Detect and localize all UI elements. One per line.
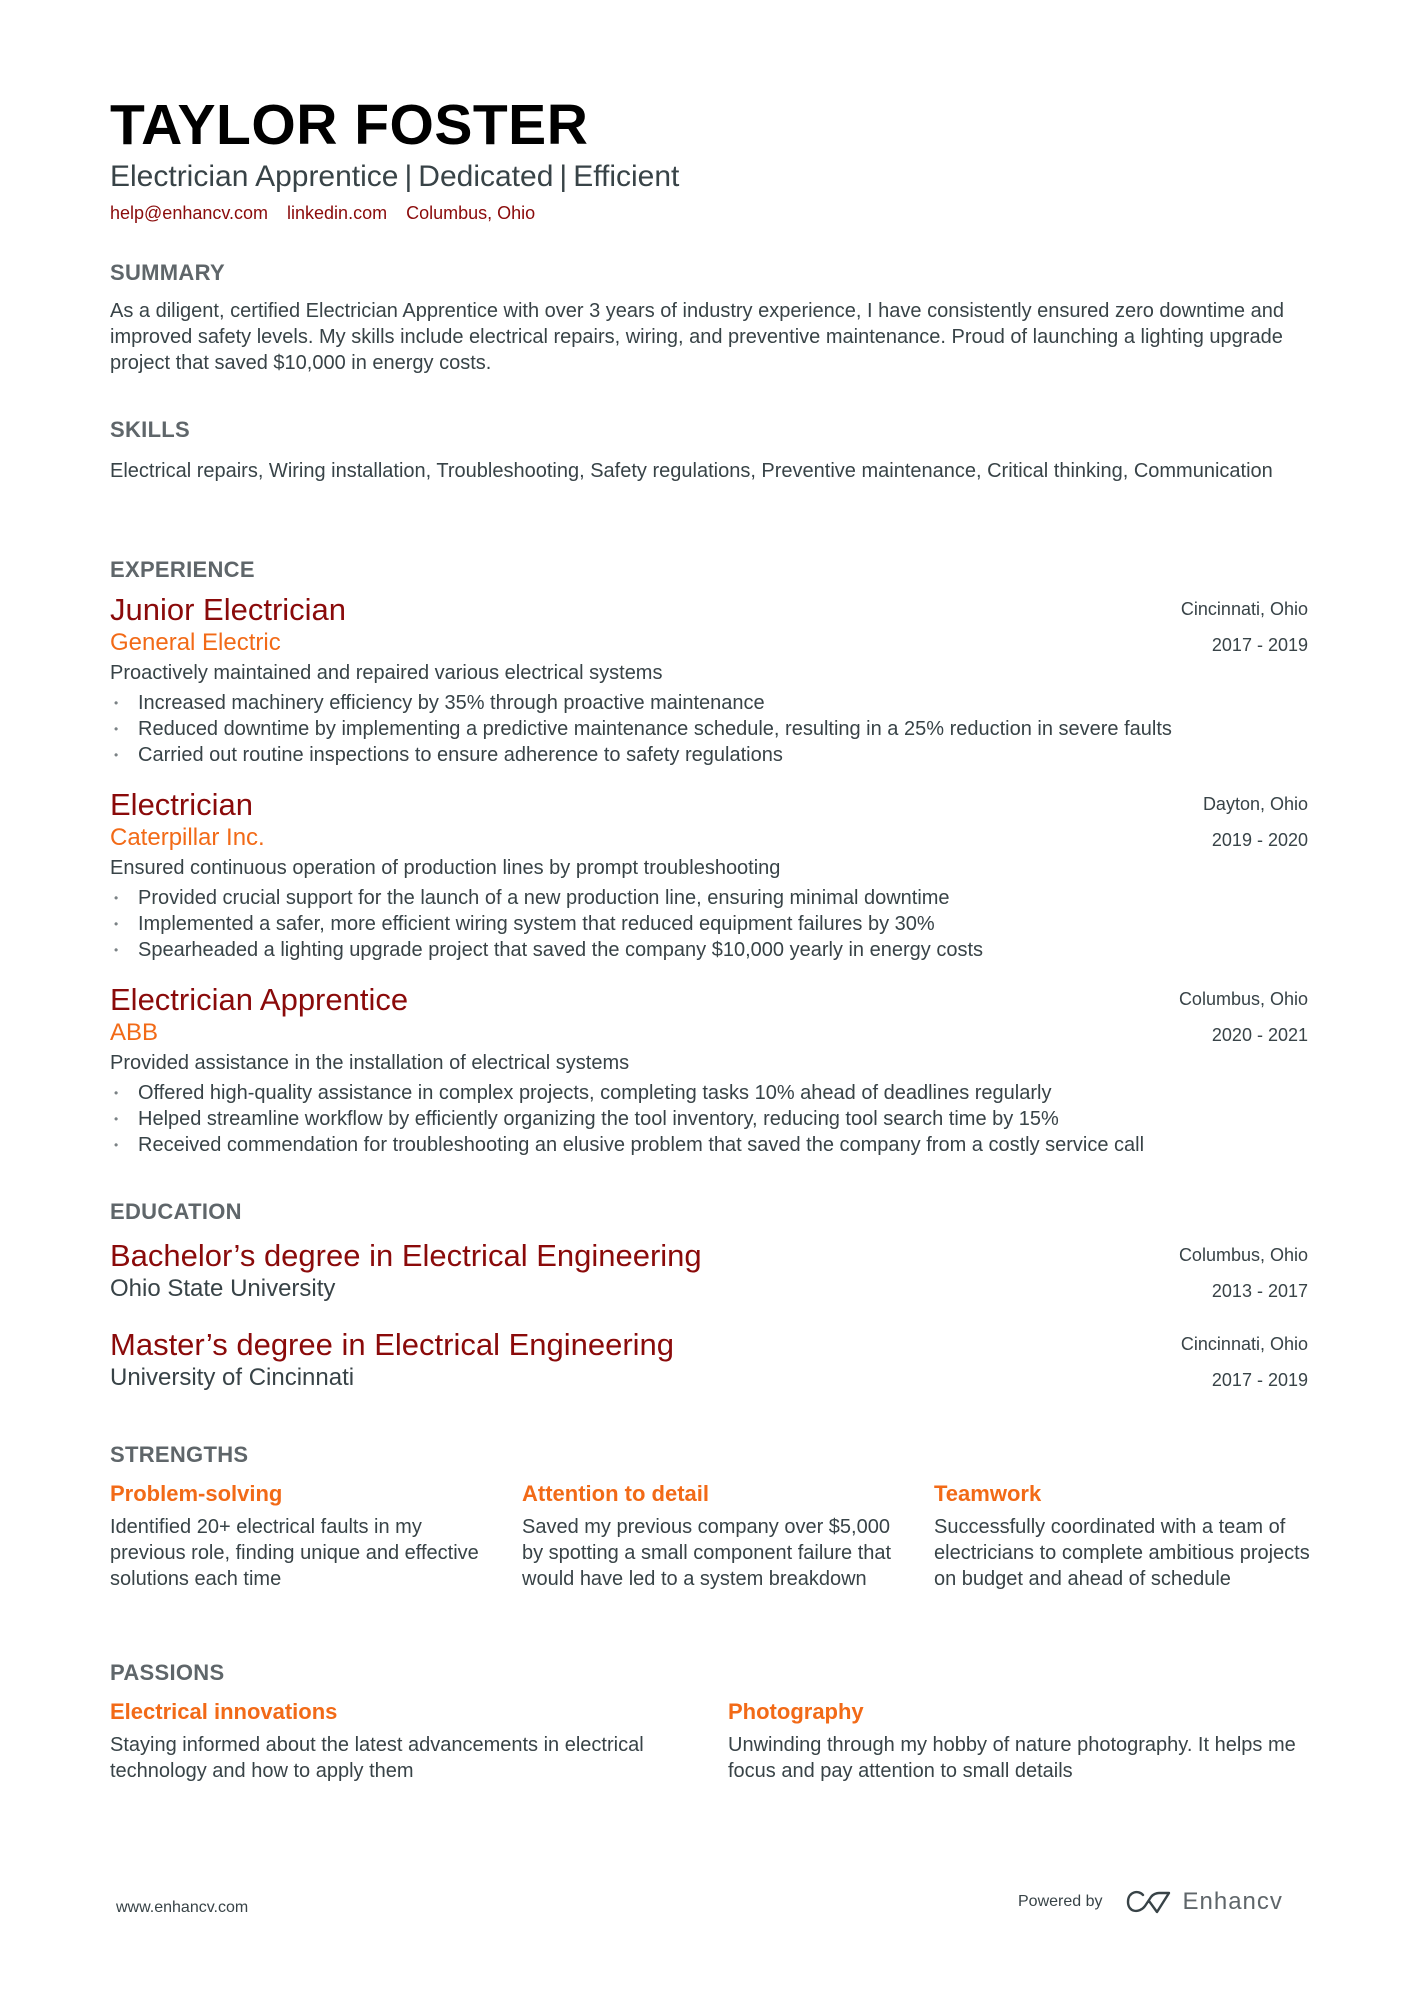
job-title: Electrician Apprentice	[110, 982, 409, 1017]
skills-text: Electrical repairs, Wiring installation, Troubleshooting, Safety regulations, Preventive maintenance, Critical thinking, Communication	[110, 460, 1273, 482]
candidate-name: TAYLOR FOSTER	[110, 93, 589, 157]
experience-entry	[110, 982, 1308, 1158]
job-location: Dayton, Ohio	[1202, 794, 1308, 814]
passion-item	[110, 1698, 728, 1784]
degree-title: Bachelor’s degree in Electrical Engineering	[110, 1238, 702, 1273]
footer-website-link[interactable]: www.enhancv.com	[116, 1899, 249, 1916]
passion-item	[728, 1698, 1308, 1784]
company-name: General Electric	[110, 629, 281, 656]
education-location: Cincinnati, Ohio	[1180, 1334, 1308, 1354]
achievement-item: • Implemented a safer, more efficient wiring system that reduced equipment failures by 30%	[110, 911, 1308, 937]
strength-text: Saved my previous company over $5,000 by spotting a small component failure that would have led to a system breakdown	[522, 1516, 892, 1590]
job-description: Ensured continuous operation of production lines by prompt troubleshooting	[110, 857, 781, 879]
experience-entry	[110, 592, 1308, 768]
education-dates: 2013 - 2017	[1211, 1281, 1308, 1301]
passions-grid	[110, 1698, 1308, 1784]
job-meta	[1181, 598, 1308, 670]
degree-title: Master’s degree in Electrical Engineering	[110, 1327, 675, 1362]
brand-name: Enhancv	[1182, 1888, 1283, 1915]
strengths-grid	[110, 1480, 1314, 1592]
tagline-trait-1: Dedicated	[418, 160, 554, 193]
job-description: Provided assistance in the installation of electrical systems	[110, 1052, 630, 1074]
education-entry	[110, 1238, 1308, 1304]
linkedin-link[interactable]: linkedin.com	[287, 203, 388, 223]
location-text: Columbus, Ohio	[406, 203, 536, 223]
achievement-item: • Helped streamline workflow by efficiently organizing the tool inventory, reducing tool search time by 15%	[110, 1106, 1308, 1132]
passion-text: Unwinding through my hobby of nature photography. It helps me focus and pay attention to small details	[728, 1734, 1296, 1782]
tagline-separator: |	[404, 160, 413, 193]
contact-info	[110, 204, 535, 222]
achievement-item: • Spearheaded a lighting upgrade project that saved the company $10,000 yearly in energy costs	[110, 937, 1308, 963]
job-dates: 2020 - 2021	[1211, 1025, 1308, 1045]
achievement-item: • Carried out routine inspections to ensure adherence to safety regulations	[110, 742, 1308, 768]
achievement-item: • Provided crucial support for the launch of a new production line, ensuring minimal downtime	[110, 885, 1308, 911]
strength-title: Problem-solving	[110, 1481, 283, 1506]
section-title-passions: PASSIONS	[110, 1660, 225, 1685]
education-dates: 2017 - 2019	[1211, 1370, 1308, 1390]
education-location: Columbus, Ohio	[1178, 1245, 1308, 1265]
strength-item	[110, 1480, 522, 1592]
strength-title: Teamwork	[934, 1481, 1042, 1506]
footer-branding	[1018, 1888, 1283, 1916]
section-title-summary: SUMMARY	[110, 260, 225, 285]
enhancv-brand[interactable]	[1125, 1888, 1283, 1916]
education-entry	[110, 1327, 1308, 1393]
achievement-item: • Received commendation for troubleshooting an elusive problem that saved the company from a costly service call	[110, 1132, 1308, 1158]
company-name: ABB	[110, 1019, 159, 1046]
summary-text: As a diligent, certified Electrician Apprentice with over 3 years of industry experience, I have consistently ensured zero downtime and improved safety levels. My skills include electrical repairs, wiring, and preventive maintenance. Proud of launching a lighting upgrade project that saved $10,000 in energy costs.	[110, 300, 1284, 374]
achievement-list	[110, 690, 1308, 768]
strength-text: Identified 20+ electrical faults in my previous role, finding unique and effective solutions each time	[110, 1516, 479, 1590]
section-title-experience: EXPERIENCE	[110, 557, 255, 582]
job-title: Electrician	[110, 787, 253, 822]
strength-item	[934, 1480, 1314, 1592]
email-link[interactable]: help@enhancv.com	[110, 203, 269, 223]
job-dates: 2017 - 2019	[1211, 635, 1308, 655]
education-meta	[1181, 1333, 1308, 1405]
school-name: University of Cincinnati	[110, 1364, 355, 1391]
job-dates: 2019 - 2020	[1211, 830, 1308, 850]
tagline-trait-2: Efficient	[573, 160, 680, 193]
school-name: Ohio State University	[110, 1275, 336, 1302]
strength-title: Attention to detail	[522, 1481, 709, 1506]
passion-title: Electrical innovations	[110, 1699, 338, 1724]
job-location: Columbus, Ohio	[1178, 989, 1308, 1009]
strength-text: Successfully coordinated with a team of electricians to complete ambitious projects on budget and ahead of schedule	[934, 1516, 1310, 1590]
job-meta	[1203, 793, 1308, 865]
enhancv-logo-icon	[1125, 1889, 1173, 1915]
powered-by-label: Powered by	[1018, 1893, 1103, 1910]
section-title-skills: SKILLS	[110, 417, 191, 442]
section-title-strengths: STRENGTHS	[110, 1442, 249, 1467]
job-title: Junior Electrician	[110, 592, 347, 627]
education-meta	[1179, 1244, 1308, 1316]
achievement-item: • Increased machinery efficiency by 35% through proactive maintenance	[110, 690, 1308, 716]
achievement-list	[110, 885, 1308, 963]
strength-item	[522, 1480, 934, 1592]
experience-entry	[110, 787, 1308, 963]
tagline-role: Electrician Apprentice	[110, 160, 399, 193]
company-name: Caterpillar Inc.	[110, 824, 265, 851]
section-title-education: EDUCATION	[110, 1199, 242, 1224]
achievement-list	[110, 1080, 1308, 1158]
tagline-separator: |	[559, 160, 568, 193]
job-location: Cincinnati, Ohio	[1180, 599, 1308, 619]
achievement-item: • Reduced downtime by implementing a predictive maintenance schedule, resulting in a 25% reduction in severe faults	[110, 716, 1308, 742]
tagline	[110, 162, 679, 192]
achievement-item: • Offered high-quality assistance in complex projects, completing tasks 10% ahead of deadlines regularly	[110, 1080, 1308, 1106]
passion-text: Staying informed about the latest advancements in electrical technology and how to apply them	[110, 1734, 644, 1782]
job-meta	[1179, 988, 1308, 1060]
job-description: Proactively maintained and repaired various electrical systems	[110, 662, 663, 684]
passion-title: Photography	[728, 1699, 864, 1724]
